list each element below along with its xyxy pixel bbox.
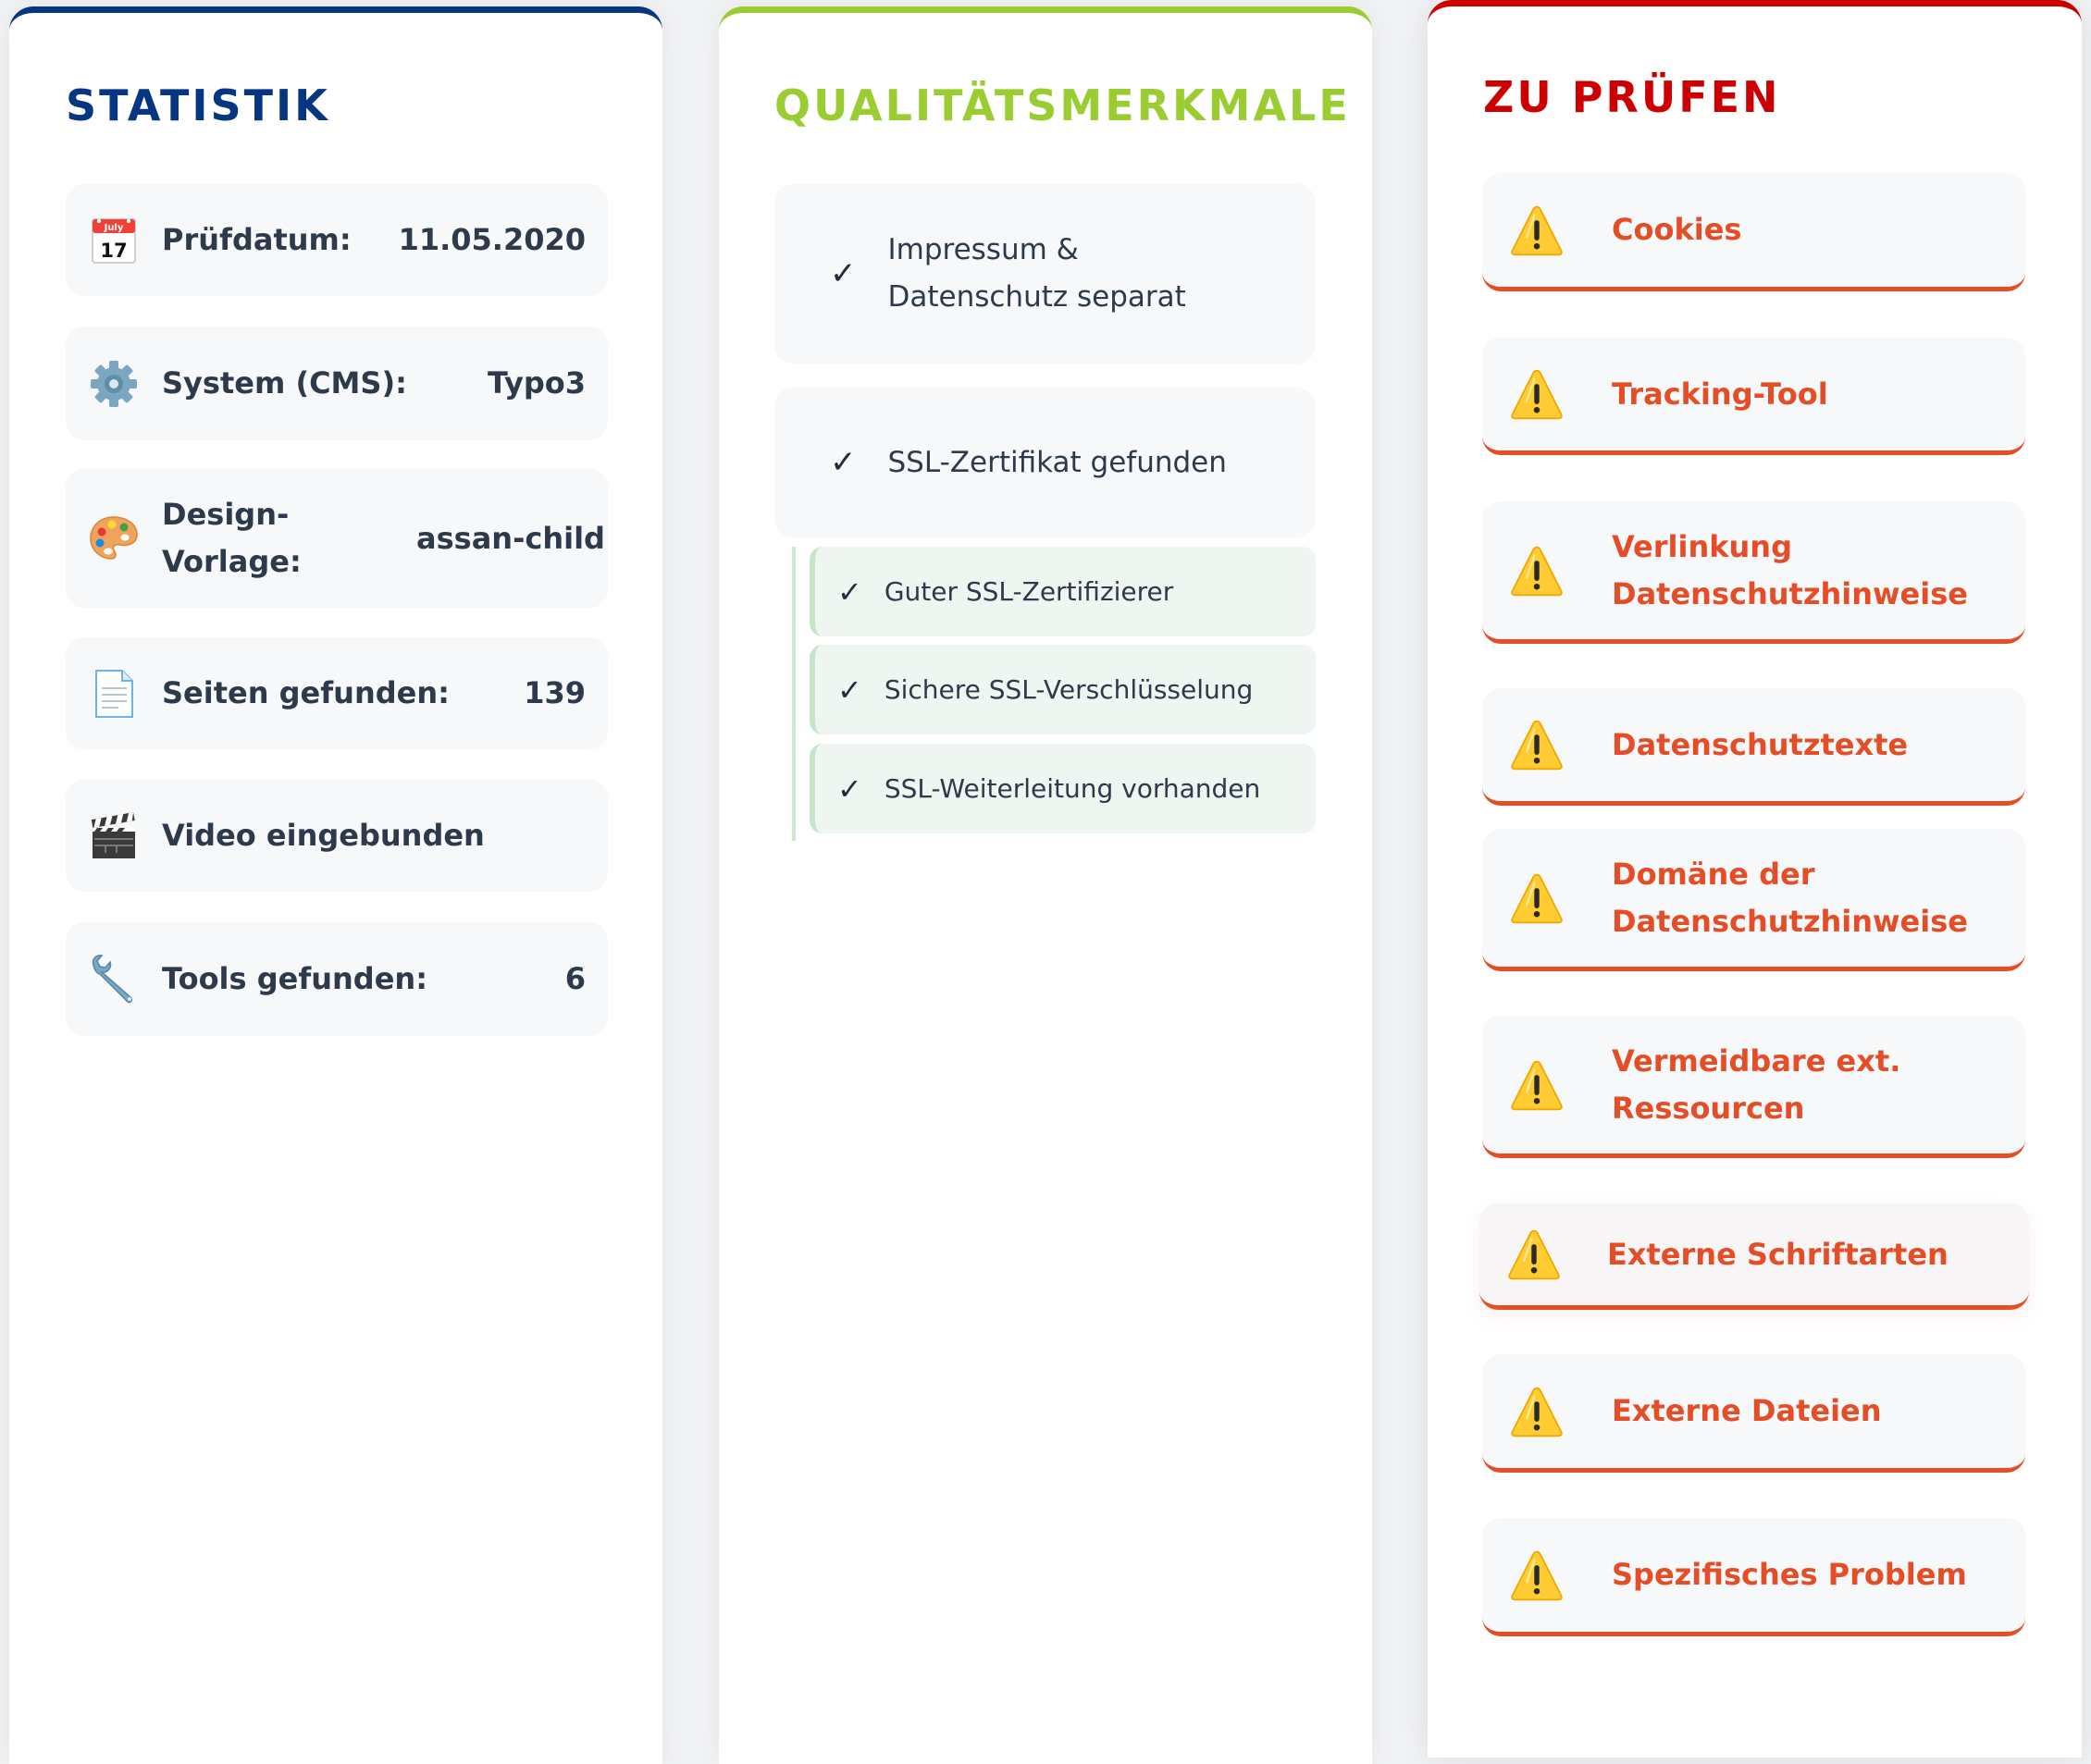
quality-sub-item-label: Sichere SSL-Verschlüsselung — [884, 674, 1254, 705]
quality-item-label: SSL-Zertifikat gefunden — [887, 445, 1227, 479]
warning-icon — [1510, 367, 1564, 421]
gear-icon — [88, 358, 140, 410]
stat-value: 139 — [524, 675, 586, 710]
warning-item-label: Spezifisches Problem — [1612, 1557, 1967, 1592]
checkmark-icon: ✓ — [830, 254, 857, 292]
stat-item-tools — [66, 922, 608, 1036]
warning-item-label: Domäne der Datenschutzhinweise — [1612, 856, 1968, 939]
warning-icon — [1507, 1227, 1561, 1281]
warning-item-externe-dateien[interactable] — [1482, 1354, 2025, 1473]
stat-item-system — [66, 327, 608, 440]
checkmark-icon: ✓ — [830, 443, 857, 481]
quality-sub-item — [810, 547, 1316, 636]
quality-item-label: Impressum & Datenschutz separat — [887, 233, 1186, 314]
quality-sub-item — [810, 645, 1316, 734]
quality-sub-item — [810, 744, 1316, 833]
warning-item-ressourcen[interactable] — [1482, 1016, 2025, 1158]
warning-item-label: Tracking-Tool — [1612, 376, 1828, 412]
warning-item-domaene[interactable] — [1482, 829, 2025, 971]
clapperboard-icon — [88, 810, 140, 862]
warning-icon — [1510, 1385, 1564, 1438]
stat-label: Prüfdatum: — [162, 222, 352, 257]
stat-value: 11.05.2020 — [398, 222, 586, 257]
stat-item-video — [66, 780, 608, 892]
quality-card — [719, 6, 1372, 1764]
to-check-card — [1428, 0, 2082, 1758]
warning-item-cookies[interactable] — [1482, 173, 2025, 291]
warning-item-label: Vermeidbare ext. Ressourcen — [1612, 1042, 1901, 1126]
warning-item-label: Cookies — [1612, 212, 1742, 247]
warning-icon — [1510, 871, 1564, 925]
quality-sub-item-label: Guter SSL-Zertifizierer — [884, 576, 1174, 607]
quality-sub-item-label: SSL-Weiterleitung vorhanden — [884, 773, 1261, 804]
svg-text:17: 17 — [100, 239, 128, 262]
checkmark-icon: ✓ — [837, 672, 862, 708]
palette-icon — [88, 512, 140, 564]
warning-item-label: Externe Dateien — [1612, 1393, 1882, 1428]
warning-item-label: Verlinkung Datenschutzhinweise — [1612, 528, 1968, 611]
stat-label: Design-Vorlage: — [162, 497, 302, 579]
stat-label: Tools gefunden: — [162, 961, 427, 996]
warning-item-datenschutztexte[interactable] — [1482, 688, 2025, 806]
checkmark-icon: ✓ — [837, 574, 862, 610]
statistics-card — [9, 6, 662, 1764]
warning-icon — [1510, 1058, 1564, 1112]
stat-item-pruefdatum — [66, 184, 608, 296]
calendar-icon — [88, 215, 140, 266]
warning-item-label: Datenschutztexte — [1612, 726, 1909, 762]
quality-item — [774, 388, 1316, 537]
stat-item-seiten — [66, 637, 608, 749]
svg-text:July: July — [104, 222, 124, 233]
to-check-title: ZU PRÜFEN — [1483, 72, 1781, 122]
stat-label: Seiten gefunden: — [162, 675, 450, 710]
warning-item-label: Externe Schriftarten — [1607, 1236, 1949, 1272]
wrench-icon — [88, 954, 140, 1005]
warning-icon — [1510, 718, 1564, 771]
warning-item-schriftarten[interactable] — [1479, 1203, 2029, 1310]
warning-item-verlinkung[interactable] — [1482, 501, 2025, 644]
stat-label: Video eingebunden — [162, 818, 485, 853]
stat-value: 6 — [564, 961, 586, 996]
statistics-title: STATISTIK — [66, 80, 330, 130]
quality-title: QUALITÄTSMERKMALE — [774, 80, 1351, 130]
stat-value: Typo3 — [487, 365, 586, 401]
page-icon — [88, 668, 140, 720]
checkmark-icon: ✓ — [837, 771, 862, 807]
stat-item-design — [66, 469, 608, 608]
quality-item — [774, 184, 1316, 364]
warning-icon — [1510, 1548, 1564, 1602]
warning-item-spezifisches-problem[interactable] — [1482, 1518, 2025, 1636]
stat-label: System (CMS): — [162, 365, 407, 401]
warning-icon — [1510, 204, 1564, 257]
ssl-sub-checks — [792, 547, 1316, 841]
warning-item-tracking-tool[interactable] — [1482, 338, 2025, 455]
stat-value: assan-child — [416, 520, 605, 556]
warning-icon — [1510, 544, 1564, 598]
